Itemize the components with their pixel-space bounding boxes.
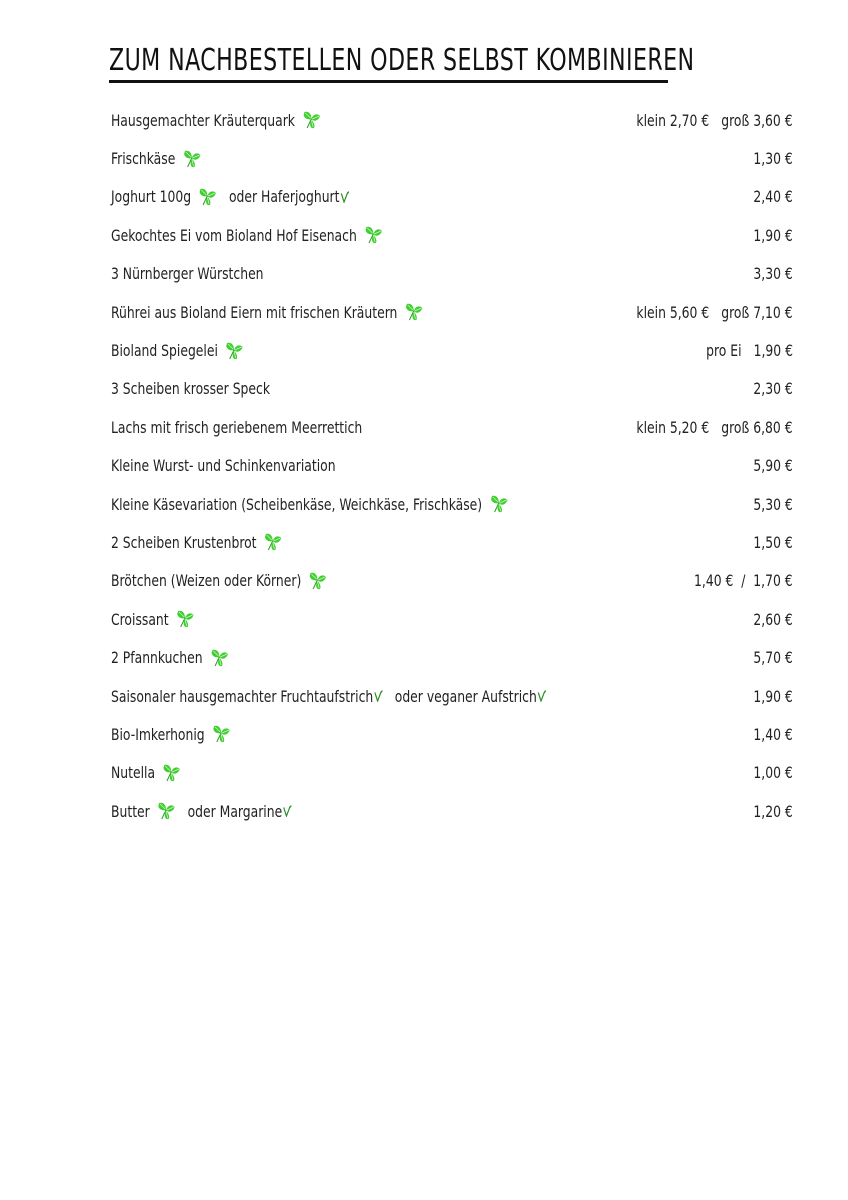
price-text: 5,70 € bbox=[753, 648, 793, 668]
menu-item-price bbox=[694, 562, 793, 600]
menu-item-name bbox=[111, 609, 194, 629]
price-text: 2,40 € bbox=[753, 187, 793, 207]
menu-item-text: Brötchen (Weizen oder Körner) bbox=[111, 571, 302, 591]
vegan-v-icon bbox=[283, 805, 292, 817]
leaf-icon bbox=[162, 763, 181, 783]
menu-item-name bbox=[111, 724, 230, 744]
menu-item-text: Saisonaler hausgemachter Fruchtaufstrich bbox=[111, 686, 374, 706]
menu-item-row bbox=[111, 562, 793, 600]
menu-item-name bbox=[111, 264, 264, 283]
menu-item-text: 2 Scheiben Krustenbrot bbox=[111, 532, 257, 552]
menu-item-name bbox=[111, 149, 201, 169]
menu-item-row bbox=[111, 255, 793, 293]
leaf-icon bbox=[263, 532, 282, 552]
menu-item-row bbox=[111, 792, 793, 830]
price-text: groß 6,80 € bbox=[721, 417, 793, 437]
menu-item-row bbox=[111, 139, 793, 177]
leaf-icon bbox=[212, 724, 231, 744]
menu-item-name bbox=[111, 187, 349, 207]
price-text: 1,20 € bbox=[753, 801, 793, 821]
menu-item-name bbox=[111, 494, 508, 514]
leaf-icon bbox=[302, 110, 321, 130]
menu-item-price bbox=[754, 638, 793, 676]
price-text: 1,40 € bbox=[753, 724, 793, 744]
menu-item-text: Rührei aus Bioland Eiern mit frischen Kräutern bbox=[111, 302, 398, 322]
menu-item-price bbox=[754, 178, 793, 216]
menu-item-text: Croissant bbox=[111, 609, 169, 629]
menu-item-row bbox=[111, 101, 793, 139]
menu-item-row bbox=[111, 523, 793, 561]
price-text: 5,90 € bbox=[753, 456, 793, 476]
leaf-icon bbox=[308, 571, 327, 591]
menu-item-name bbox=[111, 302, 423, 322]
leaf-icon bbox=[225, 341, 244, 361]
menu-item-price bbox=[754, 600, 793, 638]
menu-item-name bbox=[111, 687, 546, 706]
menu-item-text: oder veganer Aufstrich bbox=[394, 686, 537, 706]
menu-item-text: Kleine Wurst- und Schinkenvariation bbox=[111, 456, 336, 476]
menu-item-name bbox=[111, 456, 336, 475]
vegan-v-icon bbox=[538, 690, 547, 702]
menu-item-text: 3 Scheiben krosser Speck bbox=[111, 379, 271, 399]
menu-item-row bbox=[111, 715, 793, 753]
menu-item-name bbox=[111, 763, 181, 783]
menu-item-price bbox=[754, 485, 793, 523]
menu-item-price bbox=[637, 408, 793, 446]
leaf-icon bbox=[198, 187, 217, 207]
menu-item-text: 2 Pfannkuchen bbox=[111, 648, 203, 668]
menu-item-price bbox=[754, 139, 793, 177]
menu-item-row bbox=[111, 600, 793, 638]
vegan-v-icon bbox=[340, 191, 349, 203]
menu-item-name bbox=[111, 418, 362, 437]
menu-item-row bbox=[111, 370, 793, 408]
price-text: 1,40 € / 1,70 € bbox=[694, 571, 793, 591]
leaf-icon bbox=[404, 302, 423, 322]
menu-item-text: Frischkäse bbox=[111, 149, 176, 169]
menu-item-price bbox=[754, 754, 793, 792]
price-text: klein 5,60 € bbox=[636, 302, 710, 322]
menu-item-price bbox=[754, 370, 793, 408]
leaf-icon bbox=[182, 149, 201, 169]
price-text: 1,30 € bbox=[753, 149, 793, 169]
price-text: 1,90 € bbox=[753, 686, 793, 706]
menu-item-row bbox=[111, 331, 793, 369]
menu-item-name bbox=[111, 801, 292, 821]
price-text: groß 7,10 € bbox=[721, 302, 793, 322]
menu-item-price bbox=[637, 293, 793, 331]
price-text: klein 2,70 € bbox=[636, 110, 710, 130]
menu-item-price bbox=[754, 792, 793, 830]
price-text: 1,90 € bbox=[753, 225, 793, 245]
menu-item-row bbox=[111, 293, 793, 331]
menu-item-row bbox=[111, 447, 793, 485]
menu-item-row bbox=[111, 638, 793, 676]
menu-item-price bbox=[754, 715, 793, 753]
menu-item-text: oder Margarine bbox=[187, 801, 283, 821]
menu-item-text: Nutella bbox=[111, 763, 156, 783]
menu-item-row bbox=[111, 677, 793, 715]
leaf-icon bbox=[157, 801, 176, 821]
menu-item-name bbox=[111, 571, 327, 591]
vegan-v-icon bbox=[374, 690, 383, 702]
menu-item-price bbox=[754, 677, 793, 715]
price-text: 1,00 € bbox=[753, 763, 793, 783]
price-text: 5,30 € bbox=[753, 494, 793, 514]
price-text: 3,30 € bbox=[753, 264, 793, 284]
leaf-icon bbox=[209, 648, 228, 668]
menu-item-text: Kleine Käsevariation (Scheibenkäse, Weichkäse, Frischkäse) bbox=[111, 494, 483, 514]
menu-item-text: Gekochtes Ei vom Bioland Hof Eisenach bbox=[111, 225, 357, 245]
menu-item-text: Butter bbox=[111, 801, 150, 821]
menu-item-price bbox=[754, 216, 793, 254]
menu-item-name bbox=[111, 532, 282, 552]
menu-item-price bbox=[754, 447, 793, 485]
price-text: klein 5,20 € bbox=[636, 417, 710, 437]
price-text: 2,30 € bbox=[753, 379, 793, 399]
price-text: 1,50 € bbox=[753, 532, 793, 552]
price-text: pro Ei bbox=[706, 341, 742, 361]
price-text: 2,60 € bbox=[753, 609, 793, 629]
menu-item-name bbox=[111, 341, 244, 361]
leaf-icon bbox=[364, 225, 383, 245]
leaf-icon bbox=[176, 609, 195, 629]
menu-item-row bbox=[111, 216, 793, 254]
price-text: 1,90 € bbox=[753, 341, 793, 361]
menu-item-name bbox=[111, 379, 270, 398]
menu-item-text: Bio-Imkerhonig bbox=[111, 724, 205, 744]
menu-item-text: Bioland Spiegelei bbox=[111, 341, 218, 361]
menu-item-name bbox=[111, 110, 321, 130]
menu-item-text: Lachs mit frisch geriebenem Meerrettich bbox=[111, 417, 363, 437]
menu-item-row bbox=[111, 485, 793, 523]
title-underline bbox=[109, 80, 668, 83]
menu-item-text: Hausgemachter Kräuterquark bbox=[111, 110, 295, 130]
menu-item-row bbox=[111, 754, 793, 792]
menu-item-text: 3 Nürnberger Würstchen bbox=[111, 264, 264, 284]
menu-item-name bbox=[111, 648, 228, 668]
menu-item-text: oder Haferjoghurt bbox=[228, 187, 340, 207]
menu-item-row bbox=[111, 178, 793, 216]
menu-item-price bbox=[754, 523, 793, 561]
page-title: ZUM NACHBESTELLEN ODER SELBST KOMBINIEREN bbox=[109, 43, 695, 78]
menu-list bbox=[111, 101, 793, 830]
menu-item-price bbox=[754, 255, 793, 293]
menu-item-price bbox=[637, 101, 793, 139]
menu-item-name bbox=[111, 225, 383, 245]
price-text: groß 3,60 € bbox=[721, 110, 793, 130]
menu-item-text: Joghurt 100g bbox=[111, 187, 192, 207]
menu-item-row bbox=[111, 408, 793, 446]
menu-item-price bbox=[706, 331, 793, 369]
leaf-icon bbox=[489, 494, 508, 514]
